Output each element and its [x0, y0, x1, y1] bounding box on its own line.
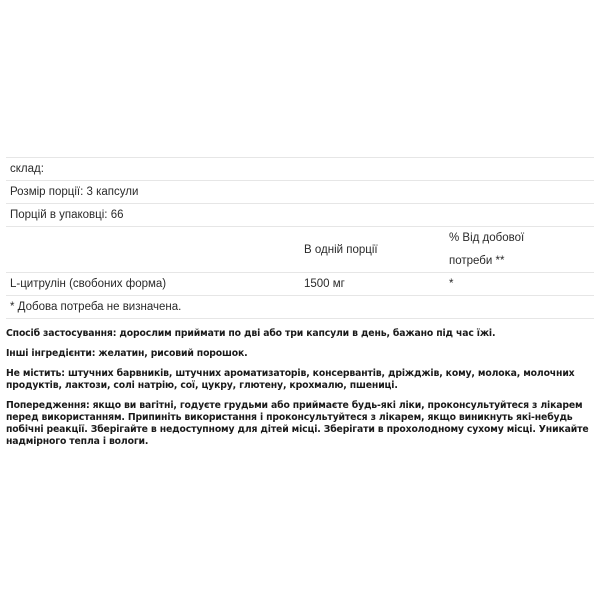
footnote: * Добова потреба не визначена. [10, 301, 182, 313]
ingredient-dv: * [449, 278, 454, 290]
serving-size-row [6, 180, 594, 203]
warning-text: Попередження: якщо ви вагітні, годуєте грудьми або приймаєте будь-які ліки, проконсультуйтеся з лікарем перед використанням. Припиніть використання і проконсультуйтеся з лікарем, якщо виникнуть які-небудь побічні реакції. Зберігайте в недоступному для дітей місці. Зберігати в прохолодному сухому місці. Уникайте надмірного тепла і вологи. [6, 400, 589, 447]
supplement-facts-table [6, 157, 594, 319]
ingredient-name: L-цитрулін (свобоних форма) [10, 278, 167, 290]
facts-title-row [6, 157, 594, 180]
ingredient-amount: 1500 мг [304, 278, 345, 290]
serving-size: Розмір порції: 3 капсули [10, 186, 139, 198]
usage-text: Спосіб застосування: дорослим приймати по дві або три капсули в день, бажано під час їжі. [6, 328, 496, 339]
servings-per-container: Порцій в упаковці: 66 [10, 209, 124, 221]
free-of-text: Не містить: штучних барвників, штучних ароматизаторів, консервантів, дріжджів, кому, молока, молочних продуктів, лактози, солі натрію, сої, цукру, глютену, крохмалю, пшениці. [6, 368, 575, 391]
table-header-row [6, 226, 594, 272]
facts-title: склад: [10, 163, 44, 175]
footnote-row [6, 295, 594, 319]
header-per-serving: В одній порції [304, 244, 378, 256]
table-row [6, 272, 594, 295]
header-daily-value: % Від добової потреби ** [449, 232, 525, 267]
other-ingredients-text: Інші інгредієнти: желатин, рисовий порошок. [6, 348, 248, 359]
product-notes [6, 328, 596, 456]
servings-per-container-row [6, 203, 594, 226]
